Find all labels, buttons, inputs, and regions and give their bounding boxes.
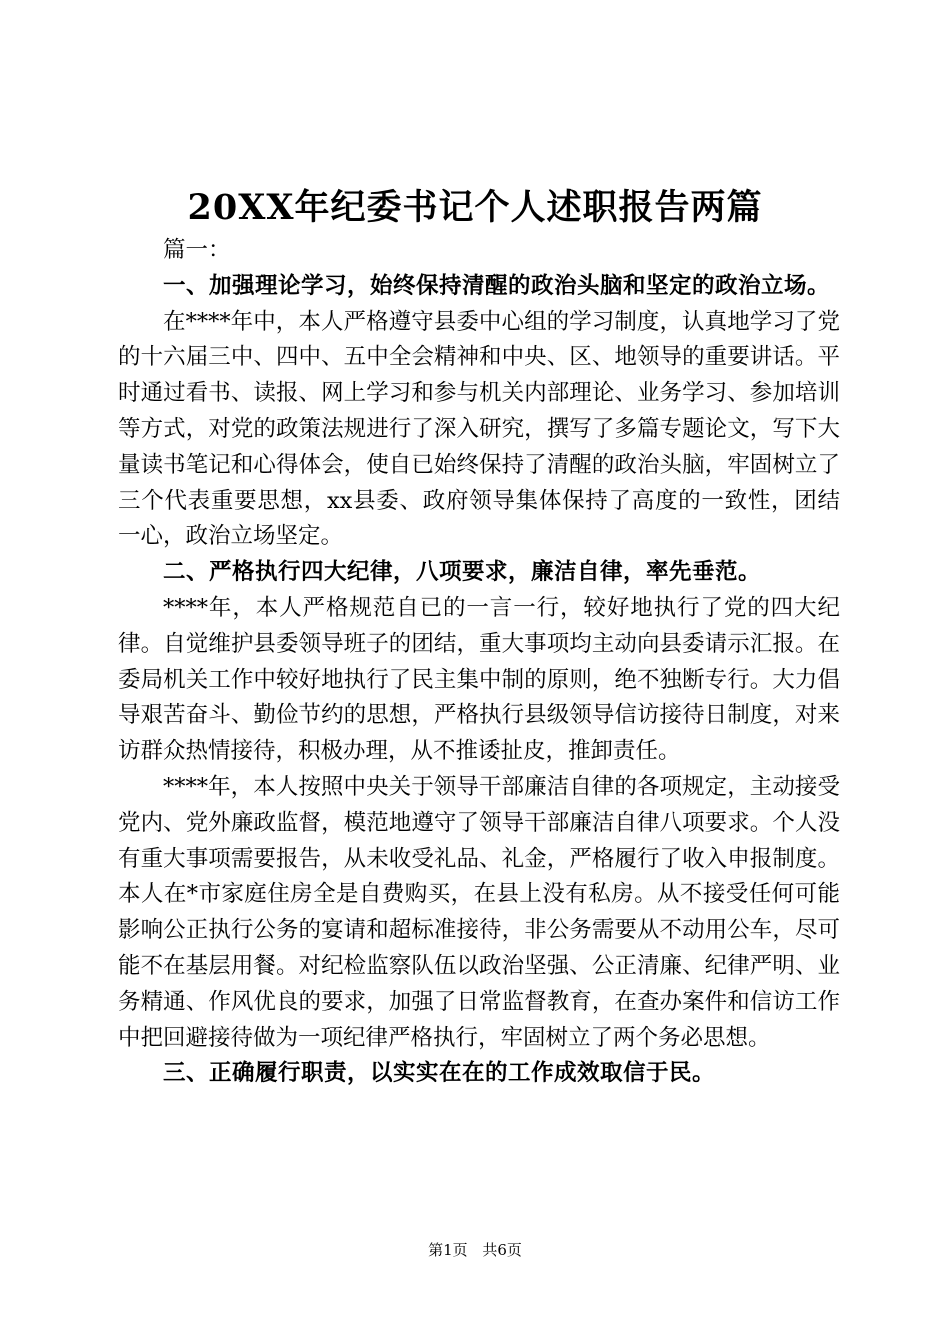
section-heading-3: 三、正确履行职责，以实实在在的工作成效取信于民。 (163, 1060, 716, 1087)
page-number: 第1页 (428, 1241, 468, 1259)
section-label: 篇一： (163, 237, 231, 263)
document-title: 20XX年纪委书记个人述职报告两篇 (187, 187, 763, 228)
body-paragraph-3: ****年，本人按照中央关于领导干部廉洁自律的各项规定，主动接受党内、党外廉政监督，模范地遵守了领导干部廉洁自律八项要求。个人没有重大事项需要报告，从未收受礼品、礼金，严格履行了收入申报制度。本人在*市家庭住房全是自费购买，在县上没有私房。从不接受任何可能影响公正执行公务的宴请和超标准接待，非公务需要从不动用公车，尽可能不在基层用餐。对纪检监察队伍以政治坚强、公正清廉、纪律严明、业务精通、作风优良的要求，加强了日常监督教育，在查办案件和信访工作中把回避接待做为一项纪律严格执行，牢固树立了两个务必思想。 (118, 773, 840, 1051)
page-total: 共6页 (482, 1241, 522, 1259)
body-paragraph-1: 在****年中，本人严格遵守县委中心组的学习制度，认真地学习了党的十六届三中、四中、五中全会精神和中央、区、地领导的重要讲话。平时通过看书、读报、网上学习和参与机关内部理论、业务学习、参加培训等方式，对党的政策法规进行了深入研究，撰写了多篇专题论文，写下大量读书笔记和心得体会，使自已始终保持了清醒的政治头脑，牢固树立了三个代表重要思想，xx县委、政府领导集体保持了高度的一致性，团结一心，政治立场坚定。 (118, 308, 840, 550)
document-body (118, 233, 840, 1092)
body-paragraph-2: ****年，本人严格规范自已的一言一行，较好地执行了党的四大纪律。自觉维护县委领导班子的团结，重大事项均主动向县委请示汇报。在委局机关工作中较好地执行了民主集中制的原则，绝不独断专行。大力倡导艰苦奋斗、勤俭节约的思想，严格执行县级领导信访接待日制度，对来访群众热情接待，积极办理，从不推诿扯皮，推卸责任。 (118, 594, 840, 765)
section-heading-1: 一、加强理论学习，始终保持清醒的政治头脑和坚定的政治立场。 (163, 272, 831, 299)
section-heading-2: 二、严格执行四大纪律，八项要求，廉洁自律，率先垂范。 (163, 559, 762, 586)
page-footer (0, 1240, 950, 1260)
